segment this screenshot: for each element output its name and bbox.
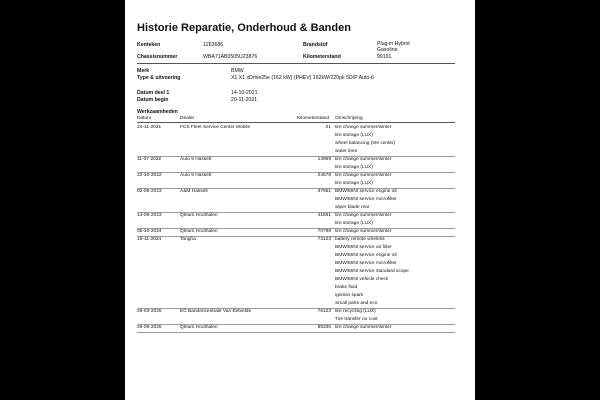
document-page <box>125 0 475 400</box>
field-value-chassisnummer: WBA71AB0505U23876 <box>203 54 258 60</box>
row-omschrijving-item: tire change summer/winter <box>335 229 392 235</box>
row-date: 28-06-2025 <box>137 324 162 330</box>
col-header-omschrijving: Omschrijving <box>335 116 363 121</box>
row-omschrijving-item: tire storage (LUX) <box>335 221 373 226</box>
row-kilometerstand: 70788 <box>317 229 331 235</box>
row-kilometerstand: 41561 <box>317 213 331 219</box>
section-title: Werkzaamheden <box>137 109 178 115</box>
row-date: 24-11-2021 <box>137 125 162 130</box>
row-dealer: FCS Fleet Service Center Mobile <box>180 125 251 130</box>
header-divider <box>137 63 455 64</box>
col-header-datum: Datum <box>137 116 152 121</box>
row-omschrijving-item: brake fluid <box>335 284 358 290</box>
row-kilometerstand: 37951 <box>317 189 331 195</box>
field-value-datum-deel-1: 14-10-2021 <box>231 90 258 96</box>
document-title: Historie Reparatie, Onderhoud & Banden <box>137 22 351 34</box>
field-value-brandstof-1: Plug-in Hybrid <box>377 41 410 47</box>
row-omschrijving-item: BMW/MINI service microfilter <box>335 261 397 267</box>
row-date: 14-06-2023 <box>137 213 162 219</box>
row-date: 02-05-2023 <box>137 189 162 195</box>
row-dealer: Qteam Houthalen <box>180 324 218 330</box>
row-kilometerstand: 21 <box>325 125 331 130</box>
row-dealer: Tangha <box>180 237 196 243</box>
row-omschrijving-item: water tires <box>335 148 358 154</box>
row-dealer: Qteam Houthalen <box>180 213 218 219</box>
field-label-brandstof: Brandstof <box>303 42 328 48</box>
row-dealer: EC Bandencentrale Van Eetvelde <box>180 308 252 314</box>
field-label-kenteken: Kenteken <box>137 42 161 48</box>
row-date: 22-10-2022 <box>137 173 162 178</box>
row-omschrijving-item: wiper blade rear <box>335 204 370 210</box>
row-omschrijving-item: tire change summer/winter <box>335 324 392 330</box>
row-kilometerstand: 14969 <box>317 156 331 162</box>
col-header-kilometerstand: Kilometerstand <box>297 116 329 121</box>
row-omschrijving-item: battery remote wireless <box>335 237 385 243</box>
row-omschrijving-item: ignition spark <box>335 292 364 298</box>
row-date: 18-11-2024 <box>137 237 162 243</box>
field-value-kenteken: 1263686 <box>203 42 224 48</box>
field-value-type: X1 X1 xDrive25e (162 kW) (PHEV) 162kW/220pk 5D/P Auto-6 <box>231 75 374 81</box>
field-label-chassisnummer: Chassisnummer <box>137 54 178 60</box>
row-kilometerstand: 73123 <box>317 237 331 243</box>
row-omschrijving-item: BMW/MINI vehicle check <box>335 276 389 282</box>
row-omschrijving-item: tire change summer/winter <box>335 213 392 219</box>
entry-divider <box>137 332 335 333</box>
row-kilometerstand: 24578 <box>317 173 331 178</box>
field-value-kilometerstand: 99191 <box>377 54 392 60</box>
row-date: 11-07-2022 <box>137 156 162 162</box>
field-value-datum-begin: 20-11-2021 <box>231 97 258 103</box>
row-kilometerstand: 85336 <box>317 324 331 330</box>
row-omschrijving-item: Tire transfer no cost <box>335 316 378 322</box>
field-label-datum-begin: Datum begin <box>137 97 169 103</box>
row-dealer: Auto 5 Hasselt <box>180 173 212 178</box>
row-divider <box>335 332 455 333</box>
table-header-divider <box>137 122 455 123</box>
row-omschrijving-item: BMW/MINI service microfilter <box>335 197 397 202</box>
row-date: 28-03-2025 <box>137 308 162 314</box>
row-omschrijving-item: tire change summer/winter <box>335 156 392 162</box>
row-omschrijving-item: tire change summer/winter <box>335 125 392 130</box>
row-omschrijving-item: tire storage (LUX) <box>335 180 373 186</box>
row-date: 05-10-2024 <box>137 229 162 235</box>
row-omschrijving-item: BMW/MINI service engine oil <box>335 253 397 259</box>
field-label-merk: Merk <box>137 68 150 74</box>
row-omschrijving-item: BMW/MINI service air filter <box>335 245 392 251</box>
field-value-brandstof-2: Gasoline <box>377 47 398 53</box>
field-label-kilometerstand: Kilometerstand <box>303 54 341 60</box>
row-dealer: Auto 5 Hasselt <box>180 156 212 162</box>
row-dealer: A&M Hasselt <box>180 189 208 195</box>
row-omschrijving-item: tire storage (LUX) <box>335 164 373 170</box>
row-omschrijving-item: BMW/MINI service engine oil <box>335 189 397 195</box>
field-value-merk: BMW <box>231 68 244 74</box>
field-label-datum-deel-1: Datum deel 1 <box>137 90 170 96</box>
row-omschrijving-item: wheel balancing (tire center) <box>335 140 396 146</box>
col-header-dealer: Dealer <box>180 116 195 121</box>
row-omschrijving-item: tire change summer/winter <box>335 173 392 178</box>
row-dealer: Qteam Houthalen <box>180 229 218 235</box>
row-kilometerstand: 76123 <box>317 308 331 314</box>
field-label-type: Type & uitvoering <box>137 75 181 81</box>
row-omschrijving-item: BMW/MINI service standard scope <box>335 269 409 274</box>
row-omschrijving-item: tire recycling (LUX) <box>335 308 376 314</box>
row-omschrijving-item: Small parts and eco <box>335 300 378 306</box>
row-omschrijving-item: tire storage (LUX) <box>335 132 373 138</box>
